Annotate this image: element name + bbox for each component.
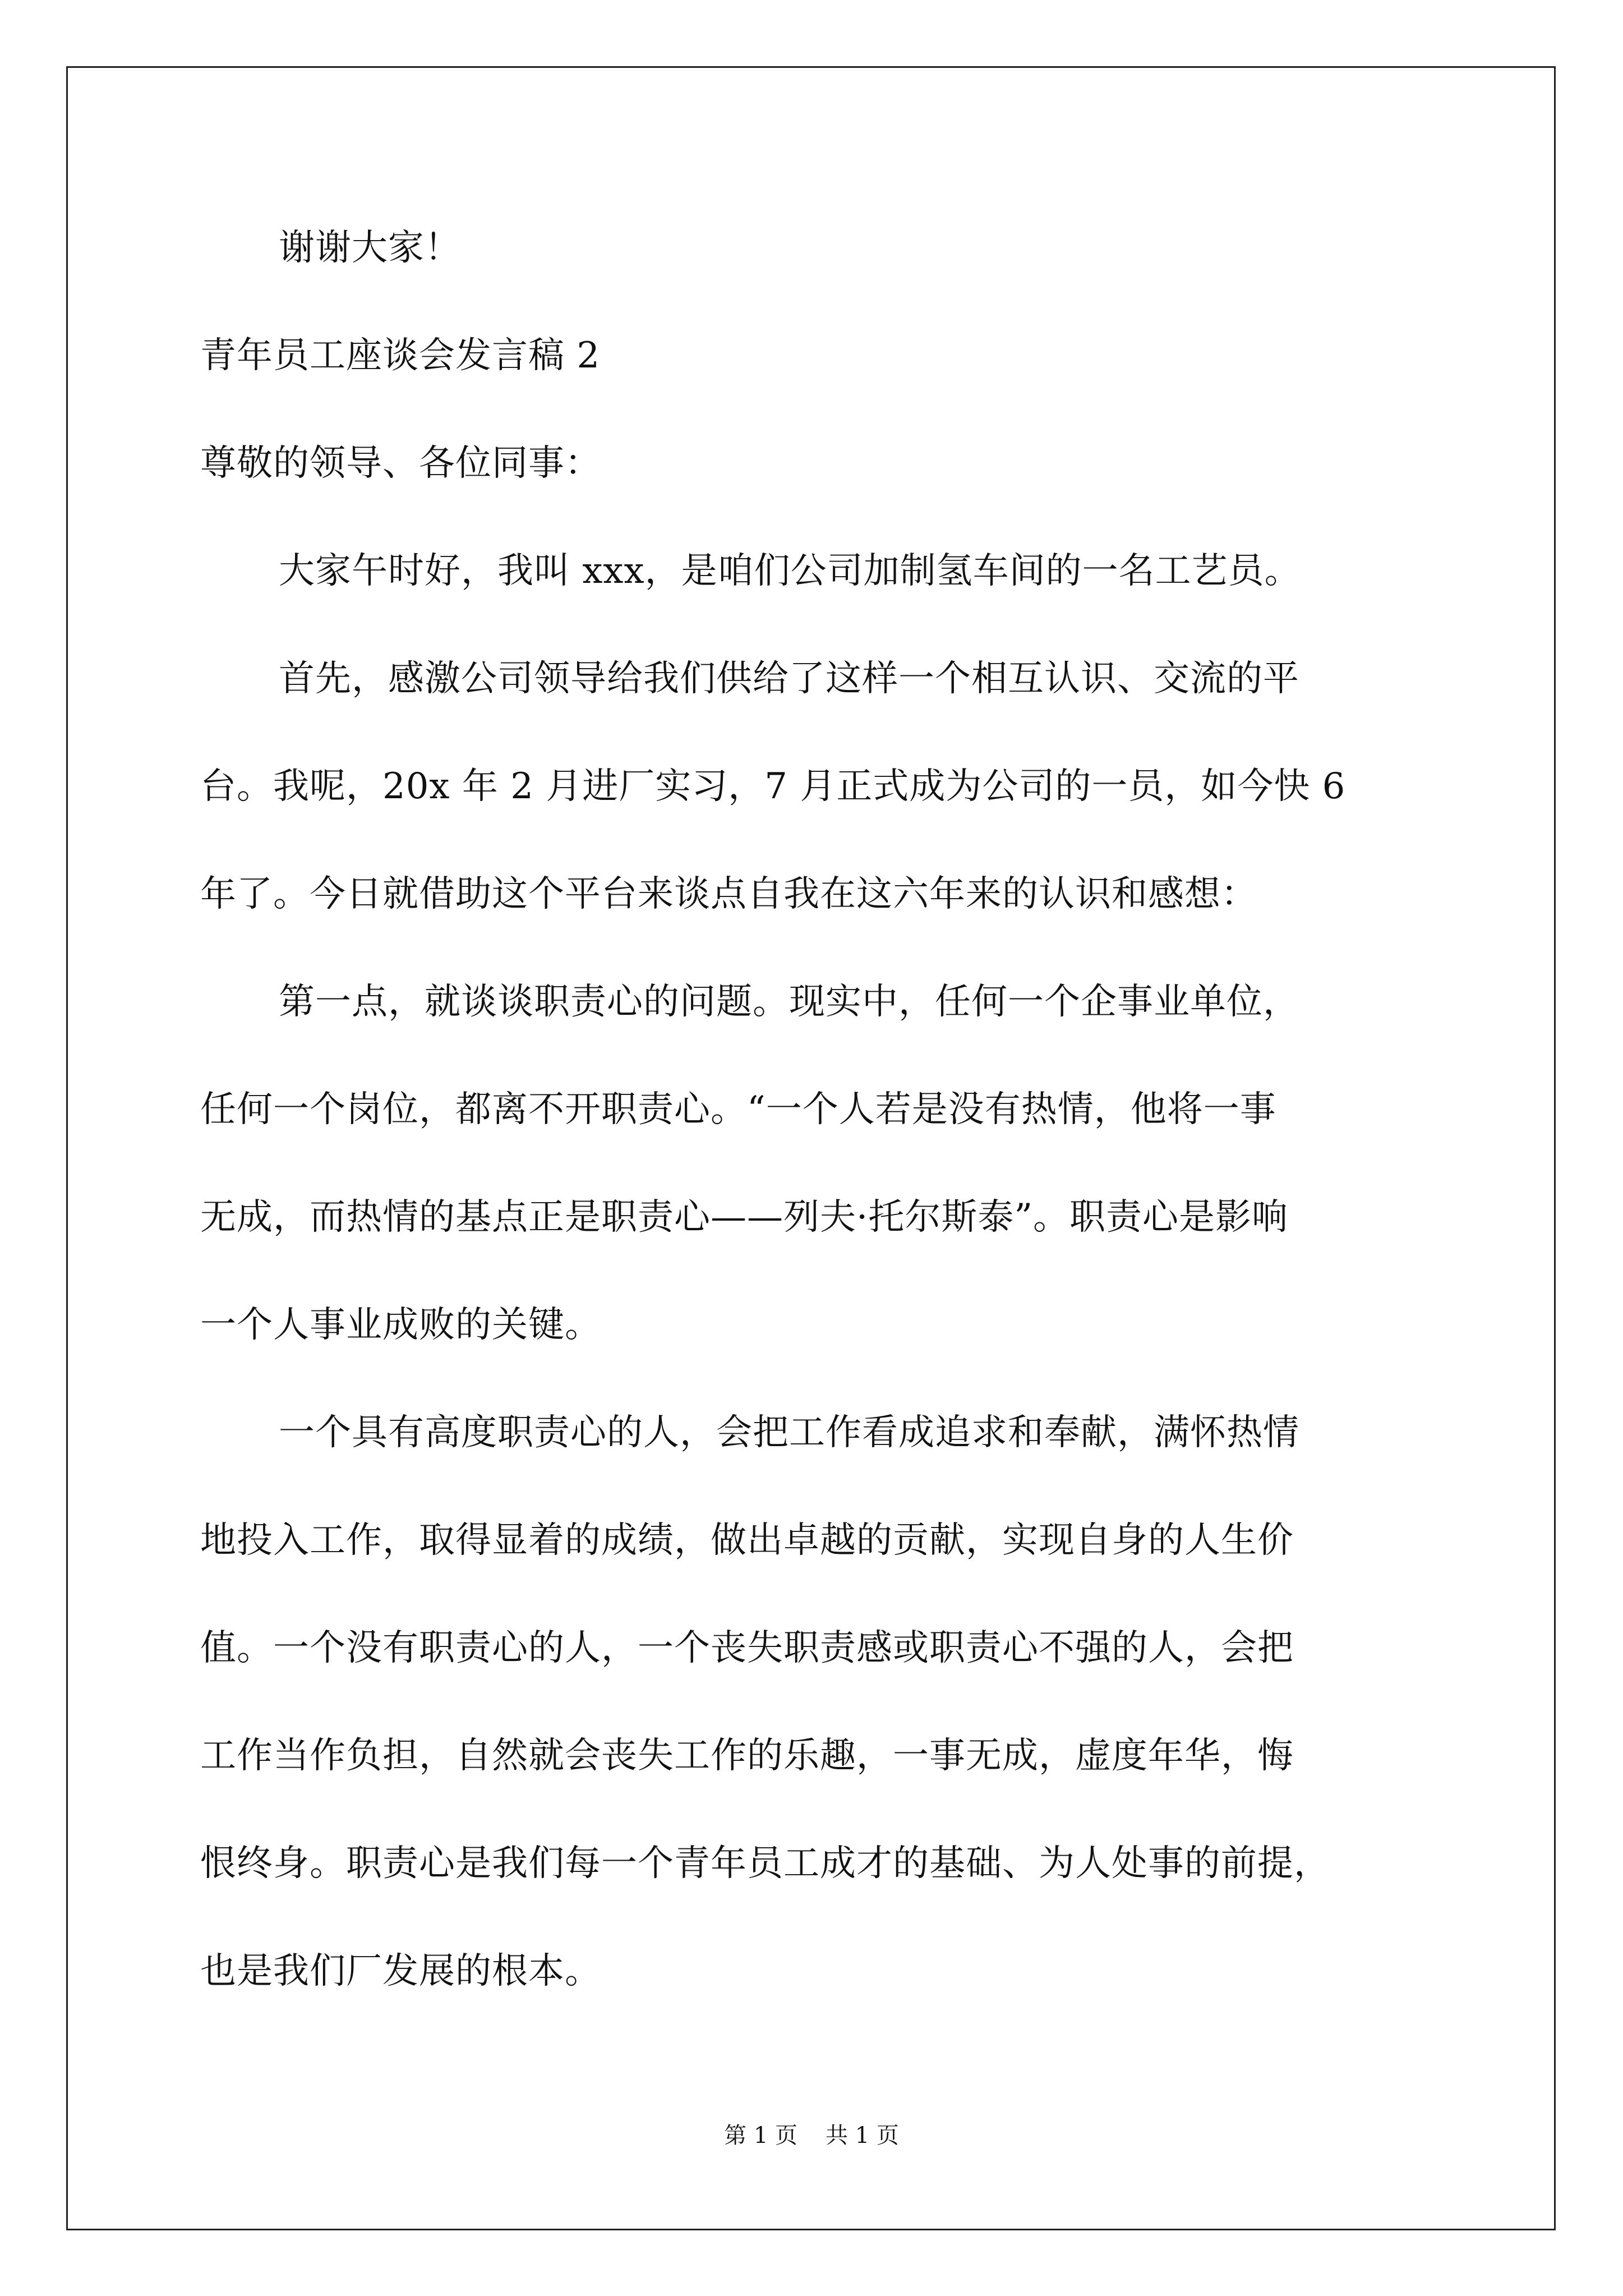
paragraph-line: 台。我呢，20x 年 2 月进厂实习，7 月正式成为公司的一员，如今快 6: [200, 766, 1346, 807]
paragraph-line: 首先，感激公司领导给我们供给了这样一个相互认识、交流的平: [279, 658, 1299, 700]
paragraph-line: 工作当作负担，自然就会丧失工作的乐趣，一事无成，虚度年华，悔: [200, 1735, 1294, 1777]
closing-line: 谢谢大家！: [279, 227, 461, 269]
paragraph-line: 地投入工作，取得显着的成绩，做出卓越的贡献，实现自身的人生价: [200, 1520, 1294, 1561]
paragraph-line: 恨终身。职责心是我们每一个青年员工成才的基础、为人处事的前提，: [200, 1843, 1330, 1884]
paragraph-line: 值。一个没有职责心的人，一个丧失职责感或职责心不强的人，会把: [200, 1627, 1294, 1669]
salutation: 尊敬的领导、各位同事：: [200, 443, 601, 484]
paragraph-line: 任何一个岗位，都离不开职责心。“一个人若是没有热情，他将一事: [200, 1089, 1276, 1130]
page-number-current: 第 1 页: [724, 2123, 797, 2148]
section-title: 青年员工座谈会发言稿 2: [200, 335, 601, 376]
paragraph-line: 第一点，就谈谈职责心的问题。现实中，任何一个企事业单位，: [279, 981, 1299, 1023]
paragraph-line: 也是我们厂发展的根本。: [200, 1950, 601, 1992]
page-number-total: 共 1 页: [826, 2123, 899, 2148]
paragraph-line: 年了。今日就借助这个平台来谈点自我在这六年来的认识和感想：: [200, 873, 1257, 915]
paragraph-line: 无成，而热情的基点正是职责心——列夫·托尔斯泰”。职责心是影响: [200, 1197, 1289, 1238]
paragraph-line: 一个具有高度职责心的人，会把工作看成追求和奉献，满怀热情: [279, 1412, 1299, 1453]
paragraph-line: 大家午时好，我叫 xxx，是咱们公司加制氢车间的一名工艺员。: [279, 550, 1301, 592]
page-border: [66, 66, 1556, 2230]
page-footer: [0, 2123, 1623, 2148]
paragraph-line: 一个人事业成败的关键。: [200, 1304, 601, 1346]
